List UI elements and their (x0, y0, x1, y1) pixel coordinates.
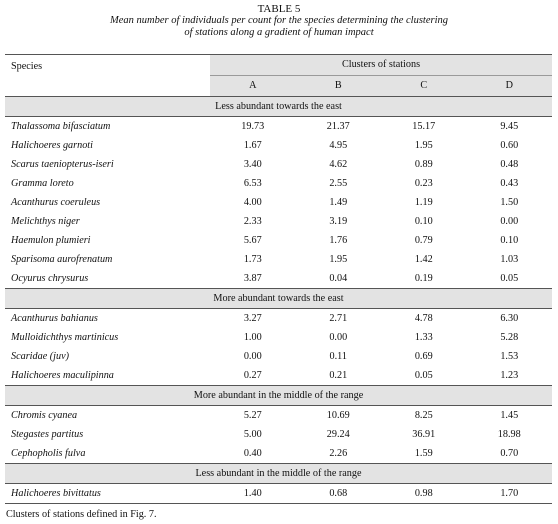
value-cell-b: 1.76 (329, 235, 348, 246)
header-row-clusters (5, 55, 552, 76)
value-cell-d: 1.53 (500, 351, 519, 362)
value-cell-b: 2.55 (329, 178, 348, 189)
value-cell-d: 6.30 (500, 313, 519, 324)
group-header-row (5, 386, 552, 406)
group-title: Less abundant towards the east (5, 97, 552, 117)
value-cell-a: 4.00 (243, 197, 262, 208)
value-cell-b: 2.71 (329, 313, 348, 324)
table-row (5, 484, 552, 504)
species-name: Acanthurus coeruleus (11, 197, 101, 208)
clusters-column-header: Clusters of stations (210, 55, 552, 76)
value-cell-b: 21.37 (326, 121, 350, 132)
species-name: Scaridae (juv) (11, 351, 69, 362)
value-cell-b: 0.04 (329, 273, 348, 284)
value-cell-d: 0.10 (500, 235, 519, 246)
value-cell-d: 1.23 (500, 370, 519, 381)
value-cell-d: 0.05 (500, 273, 519, 284)
value-cell-d: 0.00 (500, 216, 519, 227)
value-cell-d: 0.43 (500, 178, 519, 189)
value-cell-c: 1.95 (414, 140, 433, 151)
table-row (5, 406, 552, 426)
cluster-header-b: B (296, 76, 382, 97)
table-caption-line-2: of stations along a gradient of human impact (184, 27, 374, 38)
value-cell-d: 9.45 (500, 121, 519, 132)
species-name: Chromis cyanea (11, 410, 78, 421)
value-cell-b: 3.19 (329, 216, 348, 227)
species-abundance-table (5, 54, 552, 504)
group-title: Less abundant in the middle of the range (5, 464, 552, 484)
value-cell-c: 0.98 (381, 484, 467, 504)
group-header-row (5, 464, 552, 484)
species-name: Halichoeres maculipinna (11, 370, 114, 381)
cluster-header-c: C (381, 76, 467, 97)
group-title: More abundant towards the east (5, 289, 552, 309)
value-cell-d: 1.50 (500, 197, 519, 208)
table-row (5, 117, 552, 137)
value-cell-a: 1.73 (243, 254, 262, 265)
species-name: Melichthys niger (11, 216, 80, 227)
value-cell-c: 1.42 (414, 254, 433, 265)
table-footnote: Clusters of stations defined in Fig. 7. (6, 509, 157, 520)
value-cell-c: 36.91 (412, 429, 436, 440)
table-row (5, 309, 552, 329)
table-row (5, 366, 552, 386)
value-cell-c: 1.33 (414, 332, 433, 343)
value-cell-b: 0.00 (329, 332, 348, 343)
species-name: Halichoeres garnoti (11, 140, 93, 151)
cluster-header-d: D (467, 76, 553, 97)
value-cell-a: 1.00 (243, 332, 262, 343)
value-cell-b: 1.49 (329, 197, 348, 208)
table-body (5, 97, 552, 504)
value-cell-d: 18.98 (497, 429, 521, 440)
value-cell-b: 0.68 (296, 484, 382, 504)
value-cell-a: 3.40 (243, 159, 262, 170)
cluster-header-a: A (210, 76, 296, 97)
species-name: Haemulon plumieri (11, 235, 91, 246)
table-row (5, 193, 552, 212)
table-row (5, 328, 552, 347)
value-cell-d: 1.70 (467, 484, 553, 504)
value-cell-c: 15.17 (412, 121, 436, 132)
table-label: TABLE 5 (257, 3, 301, 15)
value-cell-a: 3.87 (243, 273, 262, 284)
value-cell-d: 0.70 (500, 448, 519, 459)
species-name: Thalassoma bifasciatum (11, 121, 111, 132)
table-row (5, 347, 552, 366)
value-cell-c: 1.19 (414, 197, 433, 208)
value-cell-c: 1.59 (414, 448, 433, 459)
value-cell-b: 1.95 (329, 254, 348, 265)
species-name: Sparisoma aurofrenatum (11, 254, 113, 265)
species-column-header: Species (5, 55, 210, 97)
value-cell-c: 0.23 (414, 178, 433, 189)
value-cell-a: 2.33 (243, 216, 262, 227)
value-cell-d: 0.48 (500, 159, 519, 170)
table-row (5, 155, 552, 174)
value-cell-b: 4.62 (329, 159, 348, 170)
value-cell-c: 4.78 (414, 313, 433, 324)
group-header-row (5, 97, 552, 117)
group-title: More abundant in the middle of the range (5, 386, 552, 406)
species-name: Mulloidichthys martinicus (11, 332, 119, 343)
value-cell-a: 1.40 (210, 484, 296, 504)
table-row (5, 231, 552, 250)
value-cell-b: 4.95 (329, 140, 348, 151)
value-cell-c: 0.10 (414, 216, 433, 227)
value-cell-b: 29.24 (326, 429, 350, 440)
table-row (5, 136, 552, 155)
value-cell-d: 5.28 (500, 332, 519, 343)
value-cell-c: 0.19 (414, 273, 433, 284)
table-row (5, 425, 552, 444)
value-cell-c: 0.05 (414, 370, 433, 381)
value-cell-a: 19.73 (241, 121, 265, 132)
value-cell-c: 0.79 (414, 235, 433, 246)
value-cell-a: 5.00 (243, 429, 262, 440)
table-row (5, 444, 552, 464)
table-row (5, 174, 552, 193)
value-cell-a: 0.27 (243, 370, 262, 381)
value-cell-b: 0.21 (329, 370, 348, 381)
value-cell-d: 0.60 (500, 140, 519, 151)
value-cell-a: 5.67 (243, 235, 262, 246)
value-cell-a: 0.00 (243, 351, 262, 362)
species-name: Acanthurus bahianus (11, 313, 98, 324)
value-cell-b: 10.69 (326, 410, 350, 421)
value-cell-c: 0.69 (414, 351, 433, 362)
value-cell-a: 1.67 (243, 140, 262, 151)
species-name: Stegastes partitus (11, 429, 84, 440)
value-cell-c: 0.89 (414, 159, 433, 170)
table-caption (0, 0, 558, 39)
table-row (5, 250, 552, 269)
value-cell-a: 3.27 (243, 313, 262, 324)
species-name: Cephopholis fulva (11, 448, 86, 459)
species-name: Ocyurus chrysurus (11, 273, 89, 284)
group-header-row (5, 289, 552, 309)
species-name: Halichoeres bivittatus (5, 484, 210, 504)
value-cell-a: 6.53 (243, 178, 262, 189)
value-cell-b: 0.11 (329, 351, 347, 362)
value-cell-a: 0.40 (243, 448, 262, 459)
value-cell-d: 1.45 (500, 410, 519, 421)
value-cell-c: 8.25 (414, 410, 433, 421)
value-cell-d: 1.03 (500, 254, 519, 265)
table-row (5, 212, 552, 231)
species-name: Scarus taeniopterus-iseri (11, 159, 114, 170)
species-name: Gramma loreto (11, 178, 74, 189)
value-cell-a: 5.27 (243, 410, 262, 421)
table-row (5, 269, 552, 289)
value-cell-b: 2.26 (329, 448, 348, 459)
table-caption-line-1: Mean number of individuals per count for the species determining the clustering (110, 15, 448, 26)
